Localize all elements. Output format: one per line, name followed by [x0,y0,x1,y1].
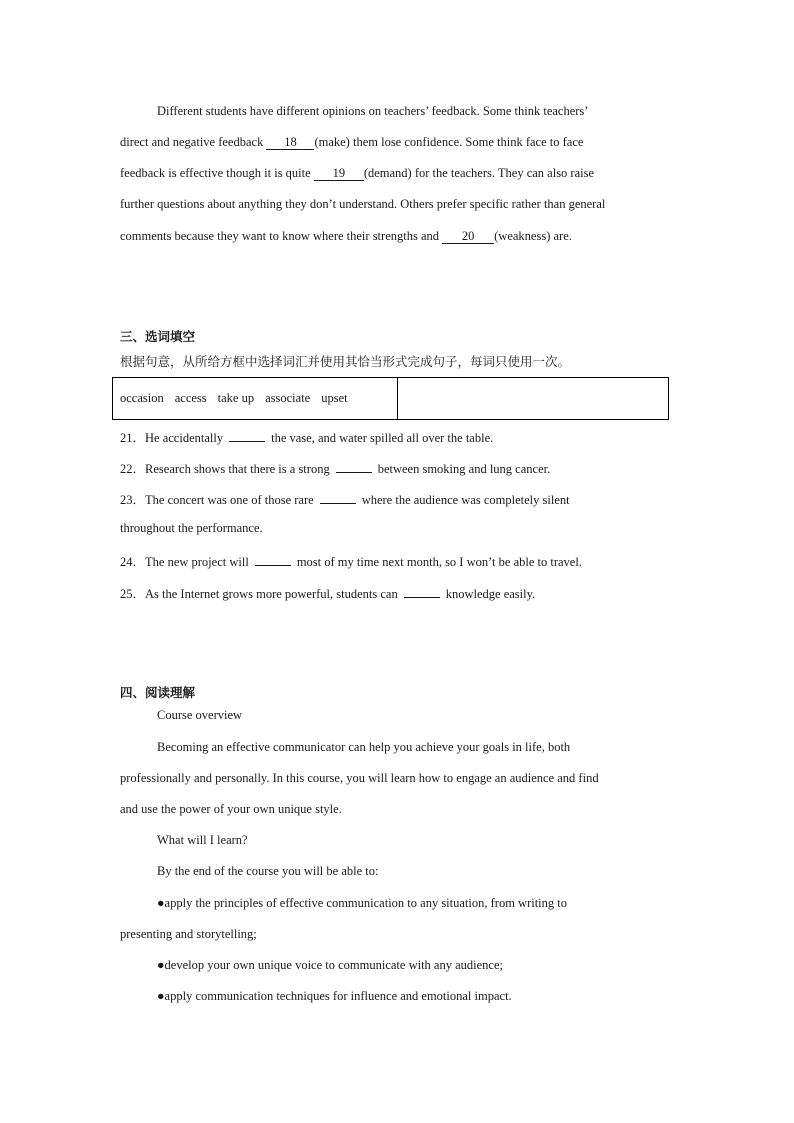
answer-blank[interactable] [404,587,440,598]
bullet-3: ●apply communication techniques for influence and emotional impact. [157,989,512,1003]
section-4-heading: 四、阅读理解 [120,685,196,700]
question-text-end: most of my time next month, so I won’t be able to travel. [296,555,582,569]
section-3-instruction: 根据句意，从所给方框中选择词汇并使用其恰当形式完成句子，每词只使用一次。 [120,354,571,369]
passage-line-5-start: comments because they want to know where their strengths and [120,229,443,243]
word-item: occasion [120,391,164,405]
passage-line-1: Different students have different opinions on teachers’ feedback. Some think teachers’ [157,104,589,118]
question-text-start: The new project will [145,555,249,569]
question-text-start: Research shows that there is a strong [145,462,330,476]
blank-18[interactable]: 18 [266,135,314,150]
passage-line-3 [120,158,670,189]
question-text-end: the vase, and water spilled all over the table. [271,431,494,445]
question-23-continued: throughout the performance. [120,521,263,535]
what-will-i-learn: What will I learn? [157,833,248,847]
question-25 [120,584,535,602]
answer-blank[interactable] [229,431,265,442]
para-1-line-1: Becoming an effective communicator can help you achieve your goals in life, both [157,740,571,754]
passage-line-3-start: feedback is effective though it is quite [120,166,314,180]
question-text-start: He accidentally [145,431,224,445]
blank-20[interactable]: 20 [442,229,494,244]
question-22 [120,459,550,477]
passage-line-5 [120,221,670,252]
answer-blank[interactable] [336,462,372,473]
passage-line-4: further questions about anything they don’t understand. Others prefer specific rather than general [120,197,606,211]
bullet-2: ●develop your own unique voice to communicate with any audience; [157,958,503,972]
word-item: upset [321,391,348,405]
question-number: 25． [120,587,146,601]
passage-line-2 [120,127,670,158]
word-box-empty-cell [398,378,668,419]
question-text-end: between smoking and lung cancer. [377,462,551,476]
question-24 [120,552,582,570]
passage-line-3-end: (demand) for the teachers. They can also raise [363,166,595,180]
course-overview-title: Course overview [157,708,243,722]
bullet-1-line-2: presenting and storytelling; [120,927,257,941]
word-item: take up [217,391,255,405]
question-21 [120,428,493,446]
question-number: 21． [120,431,146,445]
answer-blank[interactable] [320,493,356,504]
word-item: associate [265,391,311,405]
bullet-1-line-1: ●apply the principles of effective communication to any situation, from writing to [157,896,567,910]
blank-19[interactable]: 19 [314,166,364,181]
passage-line-2-start: direct and negative feedback [120,135,267,149]
question-text-end: knowledge easily. [445,587,536,601]
question-23 [120,490,570,508]
question-number: 22． [120,462,146,476]
para-1-line-3: and use the power of your own unique style. [120,802,342,816]
word-box [112,377,669,420]
question-text-end: where the audience was completely silent [361,493,570,507]
word-item: access [174,391,207,405]
passage-line-5-end: (weakness) are. [494,229,572,243]
learn-intro: By the end of the course you will be able to: [157,864,379,878]
question-number: 24． [120,555,146,569]
question-text-start: As the Internet grows more powerful, students can [145,587,398,601]
question-number: 23． [120,493,146,507]
answer-blank[interactable] [255,555,291,566]
section-3-heading: 三、选词填空 [120,329,196,344]
word-list [113,378,398,419]
question-text-start: The concert was one of those rare [145,493,314,507]
para-1-line-2: professionally and personally. In this course, you will learn how to engage an audience and find [120,771,599,785]
passage-line-2-end: (make) them lose confidence. Some think face to face [314,135,584,149]
